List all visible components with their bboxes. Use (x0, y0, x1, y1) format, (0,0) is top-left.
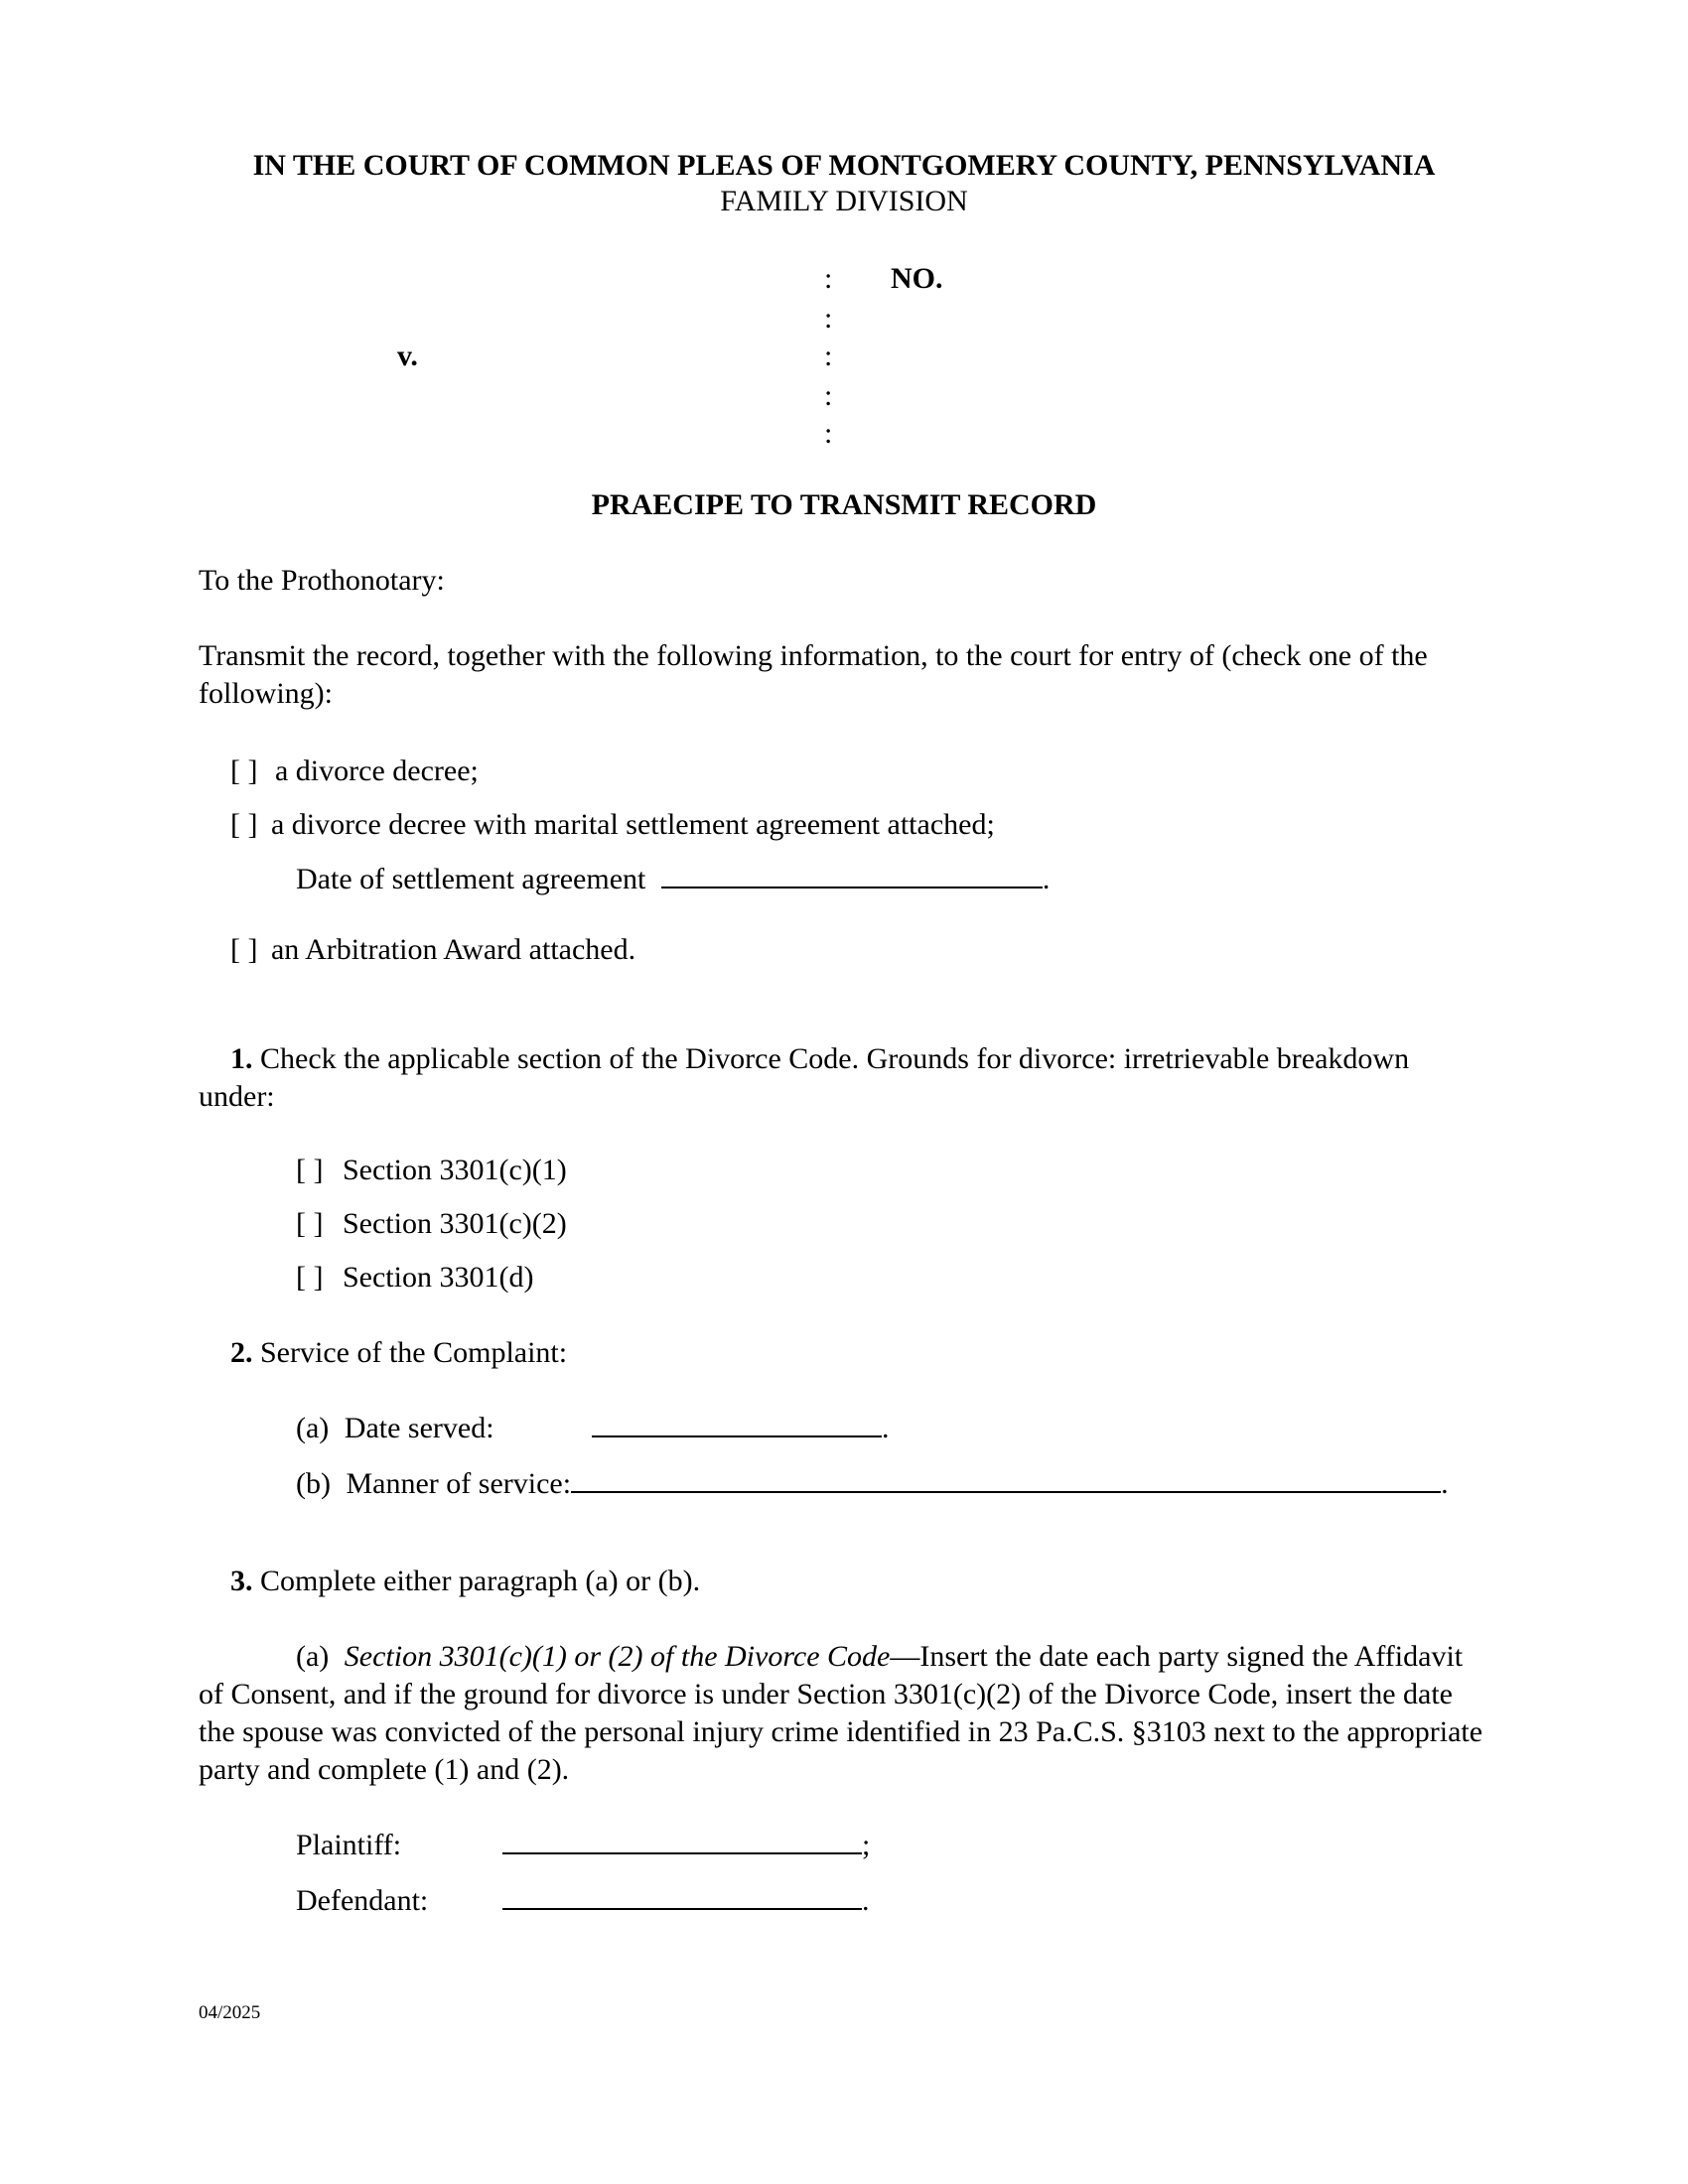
defendant-label: Defendant: (296, 1884, 429, 1917)
plaintiff-date-field[interactable] (502, 1827, 862, 1854)
date-served-field[interactable] (592, 1410, 882, 1437)
manner-of-service-row: (b) Manner of service: . (296, 1467, 1449, 1500)
revision-date: 04/2025 (199, 2002, 261, 2023)
caption-colon: : (824, 417, 833, 450)
section-1-text: Check the applicable section of the Divorce Code. Grounds for divorce: irretrievable breakdown under: (199, 1042, 1410, 1113)
option-label: an Arbitration Award attached. (270, 933, 636, 966)
date-served-label: Date served: (344, 1412, 494, 1444)
section-3a-paragraph (199, 1638, 1489, 1789)
item-label: (b) (296, 1467, 331, 1500)
option-label: a divorce decree with marital settlement agreement attached; (270, 808, 995, 841)
checkbox[interactable]: [ ] (230, 808, 258, 841)
option-arbitration-award (230, 931, 635, 969)
option-decree-with-settlement (230, 806, 995, 844)
plaintiff-field-wrap: ; (502, 1827, 870, 1864)
ground-option-c1 (296, 1152, 567, 1189)
ground-label: Section 3301(c)(1) (342, 1154, 567, 1186)
defendant-field-wrap: . (502, 1882, 870, 1920)
ground-label: Section 3301(c)(2) (342, 1207, 567, 1240)
court-heading: IN THE COURT OF COMMON PLEAS OF MONTGOMERY COUNTY, PENNSYLVANIA (252, 149, 1436, 182)
checkbox[interactable]: [ ] (230, 754, 258, 787)
item-label: (a) (296, 1412, 330, 1444)
number-label: NO. (891, 262, 943, 295)
checkbox[interactable]: [ ] (230, 933, 258, 966)
section-number: 2. (230, 1336, 253, 1369)
checkbox[interactable]: [ ] (296, 1261, 324, 1294)
section-2-heading (230, 1334, 567, 1372)
item-label: (a) (296, 1640, 330, 1673)
date-served-field-wrap: . (592, 1410, 890, 1447)
defendant-date-field[interactable] (502, 1882, 862, 1910)
manner-of-service-label: Manner of service: (346, 1467, 572, 1500)
section-3-heading (230, 1563, 700, 1600)
section-1-paragraph (199, 1040, 1489, 1116)
ground-label: Section 3301(d) (342, 1261, 534, 1294)
option-label: a divorce decree; (274, 754, 479, 787)
settlement-date-row: Date of settlement agreement . (296, 863, 1051, 895)
manner-of-service-field[interactable] (571, 1465, 1441, 1493)
caption-colon: : (824, 302, 833, 335)
settlement-date-field[interactable] (661, 861, 1043, 888)
ground-option-d (296, 1259, 533, 1297)
section-3a-italic: Section 3301(c)(1) or (2) of the Divorce Code (344, 1640, 891, 1673)
section-3a-text: —Insert the date each party signed the Affidavit of Consent, and if the ground for divorce is under Section 3301(c)(2) of the Divorce Code, insert the date the spouse was convicted of the personal injury crime identified in 23 Pa.C.S. §3103 next to the appropriate party and complete (1) and (2). (199, 1640, 1483, 1786)
section-number: 1. (230, 1042, 253, 1075)
versus-label: v. (397, 340, 418, 372)
checkbox[interactable]: [ ] (296, 1207, 324, 1240)
settlement-date-label: Date of settlement agreement (296, 863, 646, 895)
plaintiff-label: Plaintiff: (296, 1829, 402, 1861)
section-number: 3. (230, 1565, 253, 1597)
division-heading: FAMILY DIVISION (720, 185, 968, 217)
caption-colon: : (824, 340, 833, 372)
checkbox[interactable]: [ ] (296, 1154, 324, 1186)
section-3-text: Complete either paragraph (a) or (b). (260, 1565, 701, 1597)
date-served-row (296, 1410, 494, 1447)
salutation: To the Prothonotary: (199, 564, 445, 597)
caption-colon: : (824, 379, 833, 412)
document-title: PRAECIPE TO TRANSMIT RECORD (591, 488, 1097, 521)
caption-colon: : (824, 262, 833, 295)
intro-paragraph: Transmit the record, together with the following information, to the court for entry of (check one of the following): (199, 639, 1428, 710)
ground-option-c2 (296, 1205, 567, 1243)
section-2-text: Service of the Complaint: (260, 1336, 568, 1369)
option-divorce-decree (230, 752, 479, 790)
